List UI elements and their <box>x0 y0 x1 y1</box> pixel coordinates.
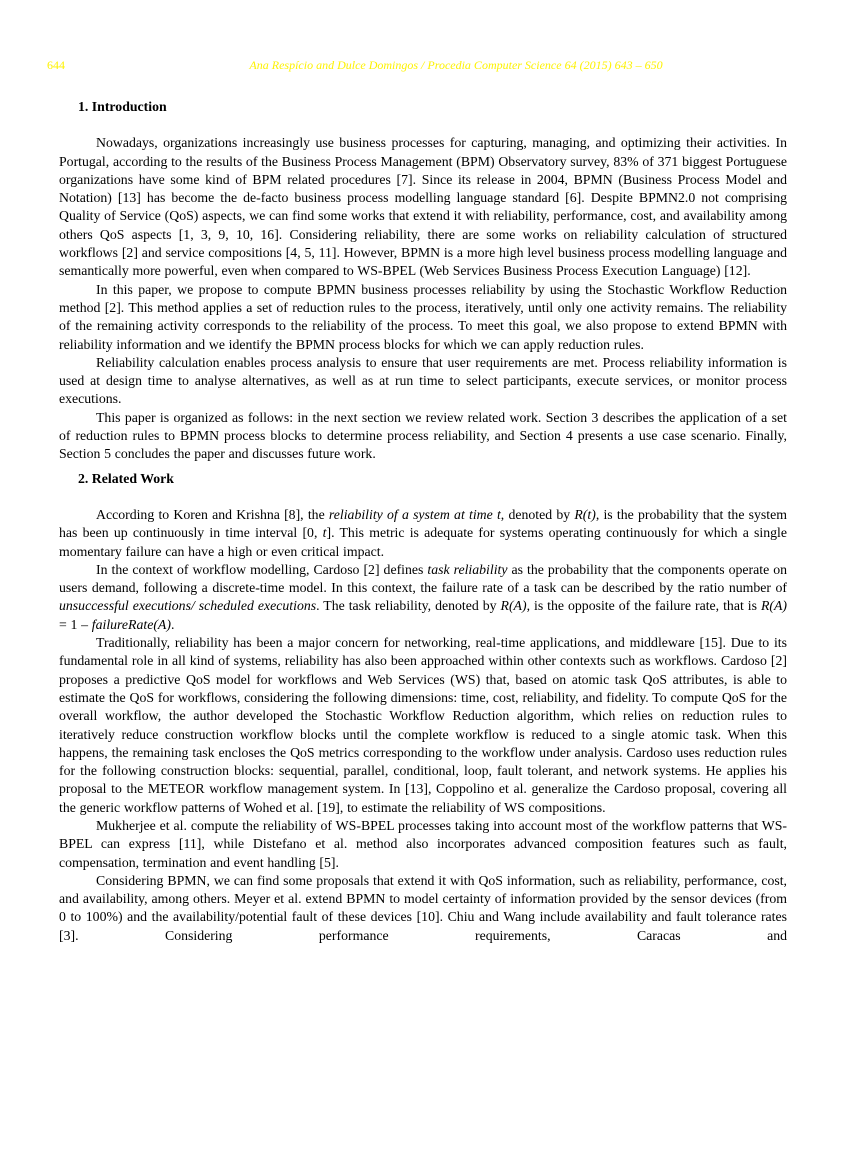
paragraph <box>59 561 787 634</box>
text-run: Considering BPMN, we can find some proposals that extend it with QoS information, such as reliability, performance, cost, and availability, among others. Meyer et al. extend BPMN to model certainty of information provided by the sensor devices (from 0 to 100%) and the availability/potential fault of these devices [10]. Chiu and Wang include availability and fault tolerance rates [3]. Considering performance requirements, Caracas and <box>59 872 787 943</box>
italic-text-run: R(A) <box>760 598 787 614</box>
section-heading: 1. Introduction <box>78 99 167 114</box>
italic-text-run: t <box>322 525 327 541</box>
italic-text-run: R(t) <box>574 506 596 522</box>
paragraph <box>59 354 787 409</box>
paragraph <box>59 634 787 817</box>
paragraph <box>59 409 787 464</box>
italic-text-run: reliability of a system at time t <box>328 506 501 522</box>
text-run: as the probability that the components operate on users demand, following a discrete-time model. In this context, the failure rate of a task can be described by the ratio number of <box>59 561 787 596</box>
paragraph <box>59 281 787 354</box>
page-number: 644 <box>47 58 65 72</box>
italic-text-run: task reliability <box>427 561 508 577</box>
text-run: Reliability calculation enables process analysis to ensure that user requirements are met. Process reliability information is used at design time to analyse alternatives, as well as at run time to select participants, execute services, or monitor process executions. <box>59 354 787 407</box>
section-heading: 2. Related Work <box>78 470 174 486</box>
text-run: According to Koren and Krishna [8], the <box>96 506 329 522</box>
paragraph <box>59 872 787 945</box>
text-run: Nowadays, organizations increasingly use business processes for capturing, managing, and optimizing their activities. In Portugal, according to the results of the Business Process Management (BPM) Observatory survey, 83% of 371 biggest Portuguese organizations have some kind of BPM related procedures [7]. Since its release in 2004, BPMN (Business Process Model and Notation) [13] has become the de-facto business process modelling language standard [6]. Despite BPMN2.0 not comprising Quality of Service (QoS) aspects, we can find some works that extend it with reliability, performance, cost, and availability among others QoS aspects [1, 3, 9, 10, 16]. Considering reliability, there are some works on reliability calculation of structured workflows [2] and service compositions [4, 5, 11]. However, BPMN is a more high level business process modelling language and semantically more powerful, even when compared to WS-BPEL (Web Services Business Process Execution Language) [12]. <box>59 135 787 279</box>
section-body <box>59 134 787 463</box>
text-run: . <box>170 616 175 632</box>
section-introduction <box>59 98 787 464</box>
text-run: This paper is organized as follows: in the next section we review related work. Section 3 describes the application of a set of reduction rules to BPMN process blocks to determine process reliability, and Section 4 presents a use case scenario. Finally, Section 5 concludes the paper and discusses future work. <box>59 409 787 462</box>
text-run: ]. This metric is adequate for systems operating continuously for which a single momentary failure can have a high or even critical impact. <box>59 525 787 559</box>
page-content <box>59 92 787 945</box>
page-header <box>0 57 846 77</box>
text-run: . The task reliability, denoted by <box>316 598 501 614</box>
text-run: = 1 – <box>59 616 92 632</box>
paragraph <box>59 506 787 561</box>
section-body <box>59 506 787 945</box>
section-related-work <box>59 470 787 945</box>
text-run: Mukherjee et al. compute the reliability of WS-BPEL processes taking into account most of the workflow patterns that WS-BPEL can express [11], while Distefano et al. method also incorporates advanced composition features such as fault, compensation, termination and event handling [5]. <box>59 817 787 870</box>
text-run: , is the opposite of the failure rate, that is <box>526 598 761 614</box>
paragraph <box>59 817 787 872</box>
running-title: Ana Respício and Dulce Domingos / Procedia Computer Science 64 (2015) 643 – 650 <box>249 58 663 72</box>
paragraph <box>59 134 787 280</box>
text-run: , is the probability that the system has been up continuously in time interval [0, <box>59 506 787 541</box>
text-run: , denoted by <box>500 506 575 522</box>
italic-text-run: R(A) <box>500 598 527 614</box>
italic-text-run: unsuccessful executions/ scheduled executions <box>59 598 317 614</box>
text-run: In this paper, we propose to compute BPMN business processes reliability by using the Stochastic Workflow Reduction method [2]. This method applies a set of reduction rules to the process, iteratively, until only one activity remains. The reliability of the remaining activity corresponds to the reliability of the process. To meet this goal, we also propose to extend BPMN with reliability information and we identify the BPMN process blocks for which we can apply reduction rules. <box>59 281 787 352</box>
text-run: Traditionally, reliability has been a major concern for networking, real-time applications, and middleware [15]. Due to its fundamental role in all kind of systems, reliability has also been approached within other contexts such as workflows. Cardoso [2] proposes a predictive QoS model for workflows and Web Services (WS) that, based on atomic task QoS attributes, is able to estimate the QoS for workflows, considering the following dimensions: time, cost, reliability, and fidelity. To compute QoS for the overall workflow, the author developed the Stochastic Workflow Reduction algorithm, which relies on reduction rules to iteratively reduce construction workflow blocks until the complete workflow is reduced to a single atomic task. When this happens, the remaining task encloses the QoS metrics corresponding to the workflow under analysis. Cardoso uses reduction rules for the following construction blocks: sequential, parallel, conditional, loop, fault tolerant, and network systems. He applies his proposal to the METEOR workflow management system. In [13], Coppolino et al. generalize the Cardoso proposal, covering all the generic workflow patterns of Wohed et al. [19], to estimate the reliability of WS compositions. <box>59 635 787 815</box>
text-run: In the context of workflow modelling, Cardoso [2] defines <box>96 561 428 577</box>
italic-text-run: failureRate(A) <box>91 616 171 632</box>
